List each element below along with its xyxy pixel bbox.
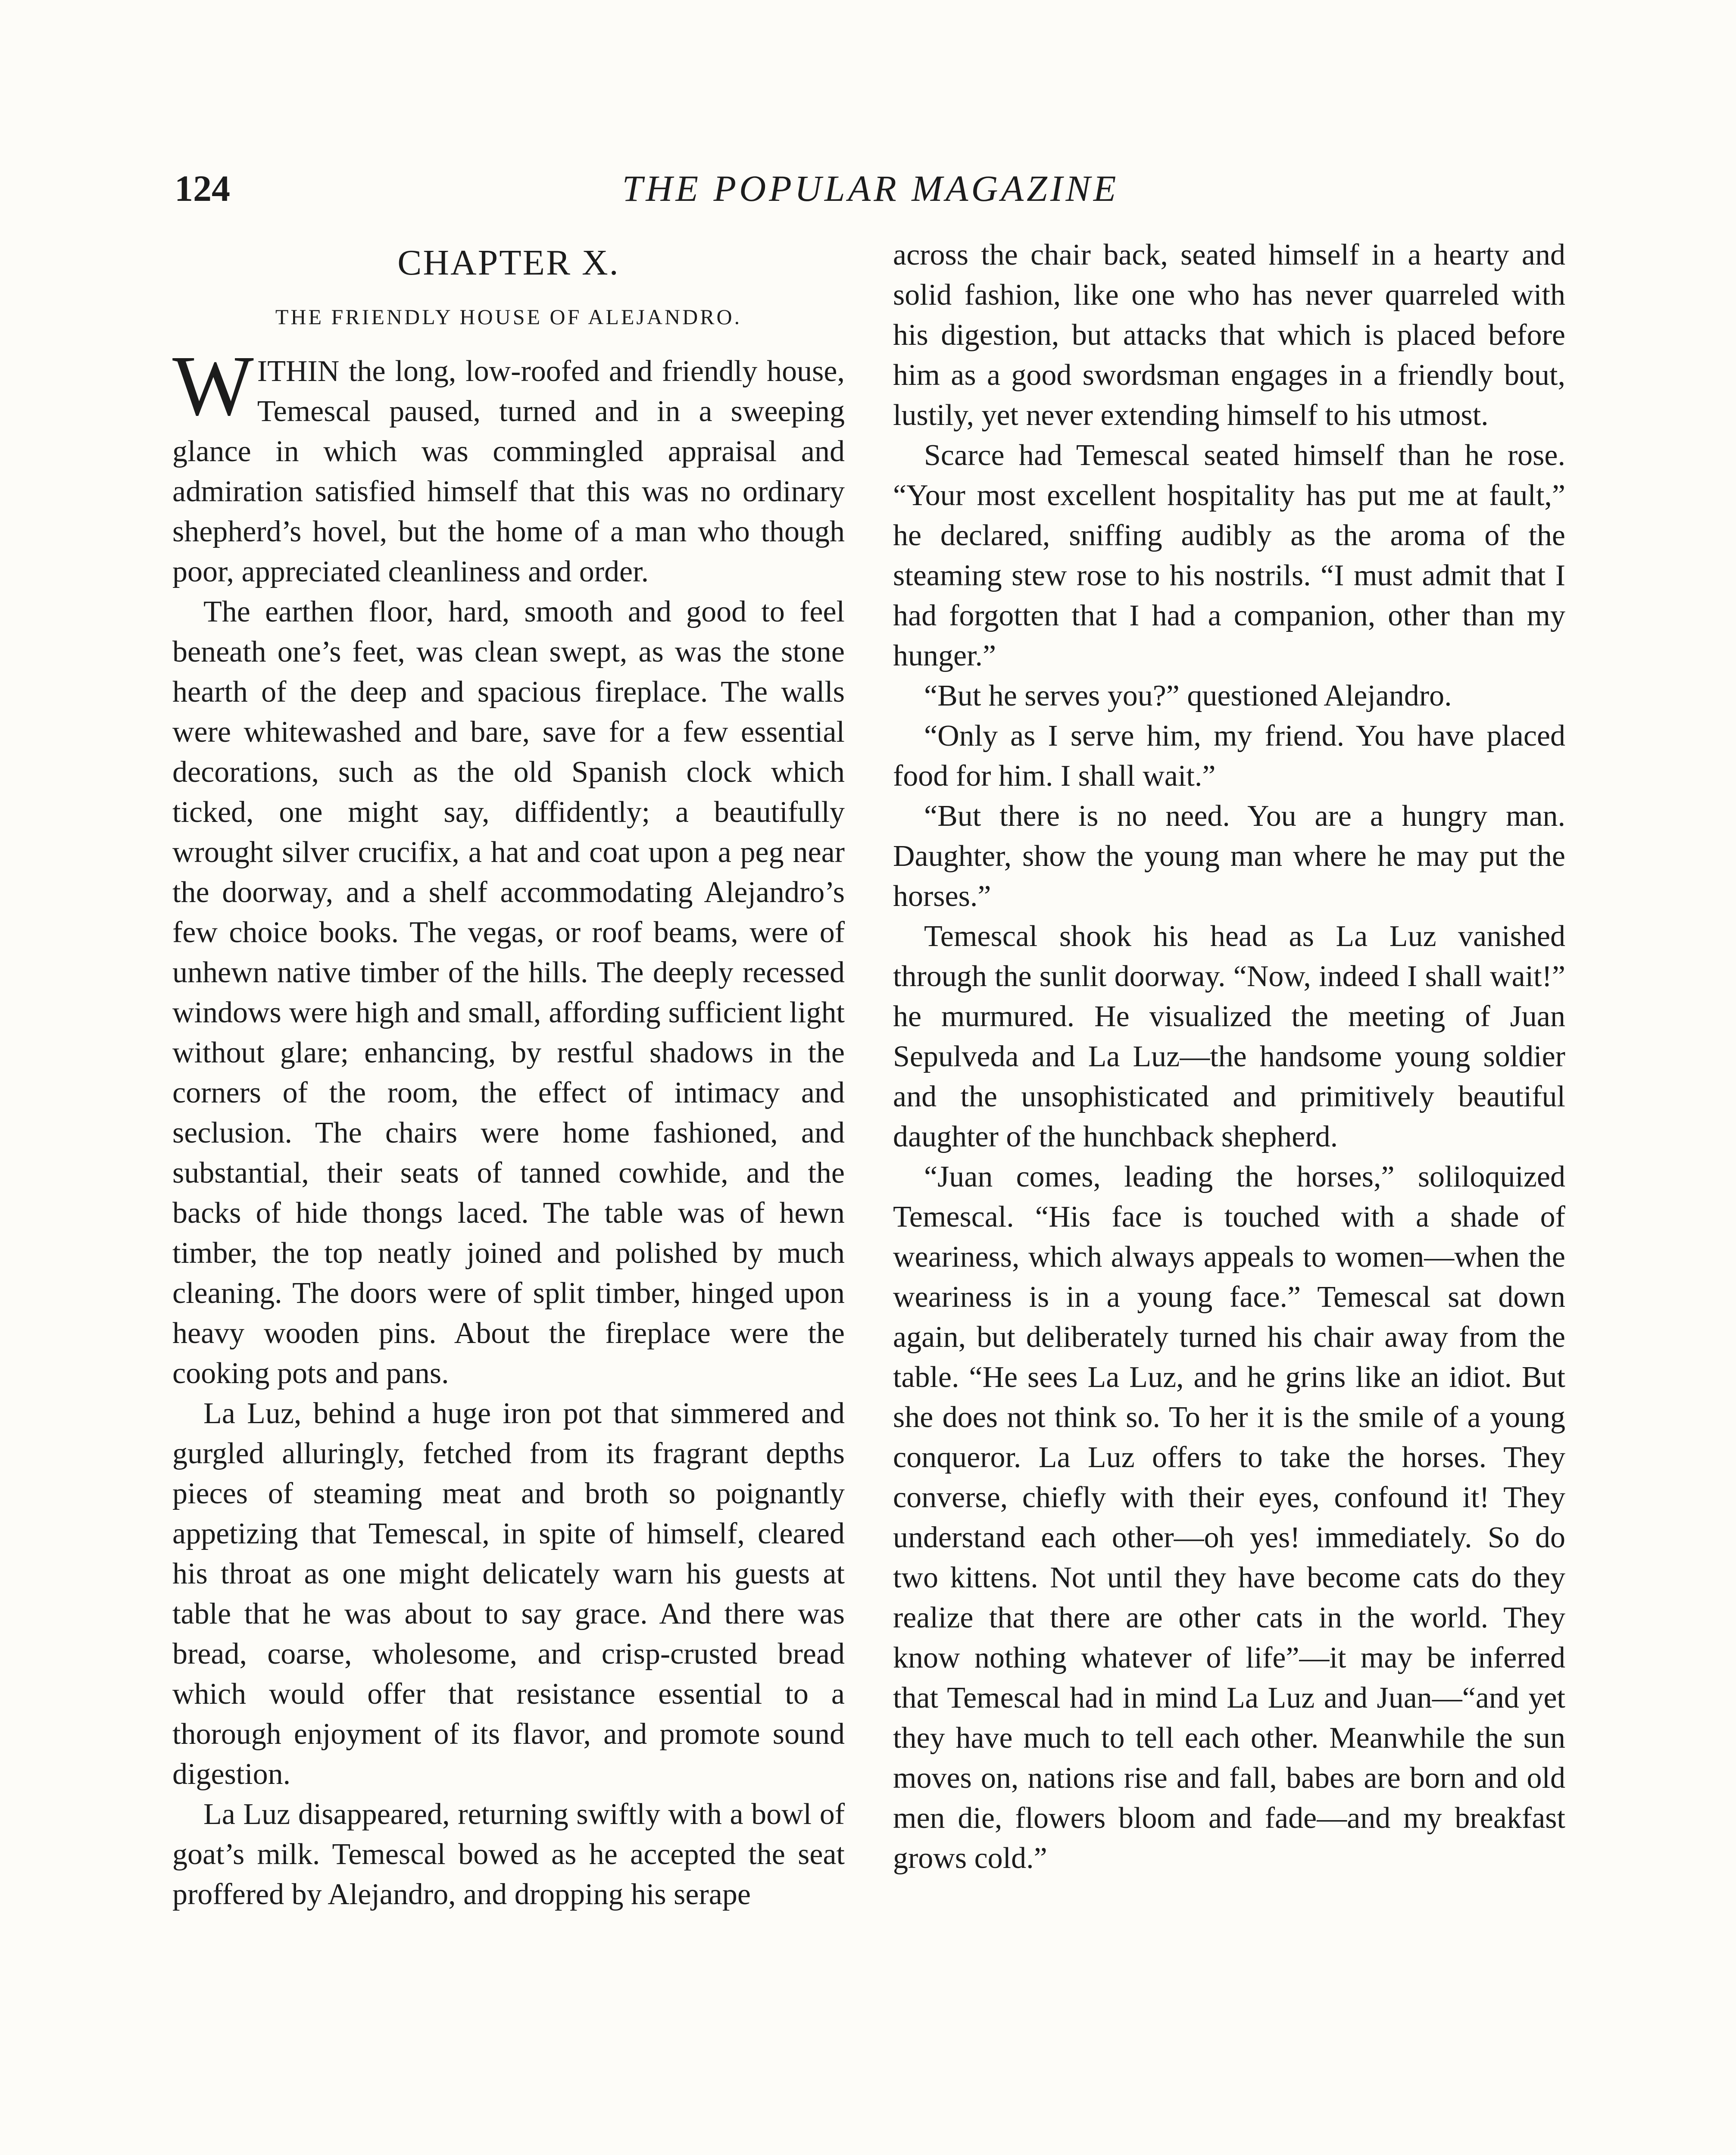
paragraph: WITHIN the long, low-roofed and friendly house, Temescal paused, turned and in a sweeping glance in which was commingled appraisal and admiration satisfied himself that this was no ordinary shepherd’s hovel, but the home of a man who though poor, appreciated cleanliness and order.: [172, 338, 845, 588]
running-title: THE POPULAR MAGAZINE: [622, 168, 1119, 209]
paragraph: La Luz disappeared, returning swiftly with a bowl of goat’s milk. Temescal bowed as he accepted the seat proffered by Alejandro, and dropping his serape: [172, 1798, 845, 1911]
page-header: [175, 160, 1567, 216]
paragraph-continued: across the chair back, seated himself in a hearty and solid fashion, like one who has never quarreled with his digestion, but attacks that which is placed before him as a good swordsman engages in a friendly bout, lustily, yet never extending himself to his utmost.: [893, 238, 1565, 432]
chapter-subtitle: THE FRIENDLY HOUSE OF ALEJANDRO.: [275, 305, 742, 329]
paragraph: “But there is no need. You are a hungry man. Daughter, show the young man where he may put the horses.”: [893, 800, 1565, 913]
paragraph: “But he serves you?” questioned Alejandro.: [924, 679, 1452, 712]
paragraph: “Only as I serve him, my friend. You have placed food for him. I shall wait.”: [893, 719, 1565, 793]
paragraph: “Juan comes, leading the horses,” soliloquized Temescal. “His face is touched with a shade of weariness, which always appeals to women—when the weariness is in a young face.” Temescal sat down again, but deliberately turned his chair away from the table. “He sees La Luz, and he grins like an idiot. But she does not think so. To her it is the smile of a young conqueror. La Luz offers to take the horses. They converse, chiefly with their eyes, confound it! They understand each other—oh yes! immediately. So do two kittens. Not until they have become cats do they realize that there are other cats in the world. They know nothing whatever of life”—it may be inferred that Temescal had in mind La Luz and Juan—“and yet they have much to tell each other. Meanwhile the sun moves on, nations rise and fall, babes are born and old men die, flowers bloom and fade—and my breakfast grows cold.”: [893, 1160, 1565, 1875]
right-column: [893, 235, 1565, 1878]
paragraph: The earthen floor, hard, smooth and good to feel beneath one’s feet, was clean swept, as was the stone hearth of the deep and spacious fireplace. The walls were whitewashed and bare, save for a few essential decorations, such as the old Spanish clock which ticked, one might say, diffidently; a beautifully wrought silver crucifix, a hat and coat upon a peg near the doorway, and a shelf accommodating Alejandro’s few choice books. The vegas, or roof beams, were of unhewn native timber of the hills. The deeply recessed windows were high and small, affording sufficient light without glare; enhancing, by restful shadows in the corners of the room, the effect of intimacy and seclusion. The chairs were home fashioned, and substantial, their seats of tanned cowhide, and the backs of hide thongs laced. The table was of hewn timber, the top neatly joined and polished by much cleaning. The doors were of split timber, hinged upon heavy wooden pins. About the fireplace were the cooking pots and pans.: [172, 595, 845, 1390]
chapter-title: CHAPTER X.: [397, 243, 620, 283]
paragraph: Temescal shook his head as La Luz vanished through the sunlit doorway. “Now, indeed I shall wait!” he murmured. He visualized the meeting of Juan Sepulveda and La Luz—the handsome young soldier and the unsophisticated and primitively beautiful daughter of the hunchback shepherd.: [893, 920, 1565, 1153]
paragraph: La Luz, behind a huge iron pot that simmered and gurgled alluringly, fetched from its fragrant depths pieces of steaming meat and broth so poignantly appetizing that Temescal, in spite of himself, cleared his throat as one might delicately warn his guests at table that he was about to say grace. And there was bread, coarse, wholesome, and crisp-crusted bread which would offer that resistance essential to a thorough enjoyment of its flavor, and promote sound digestion.: [172, 1397, 845, 1791]
page-number: 124: [175, 168, 230, 209]
paragraph: Scarce had Temescal seated himself than he rose. “Your most excellent hospitality has put me at fault,” he declared, sniffing audibly as the aroma of the steaming stew rose to his nostrils. “I must admit that I had forgotten that I had a companion, other than my hunger.”: [893, 439, 1565, 672]
left-column: [172, 235, 845, 1915]
